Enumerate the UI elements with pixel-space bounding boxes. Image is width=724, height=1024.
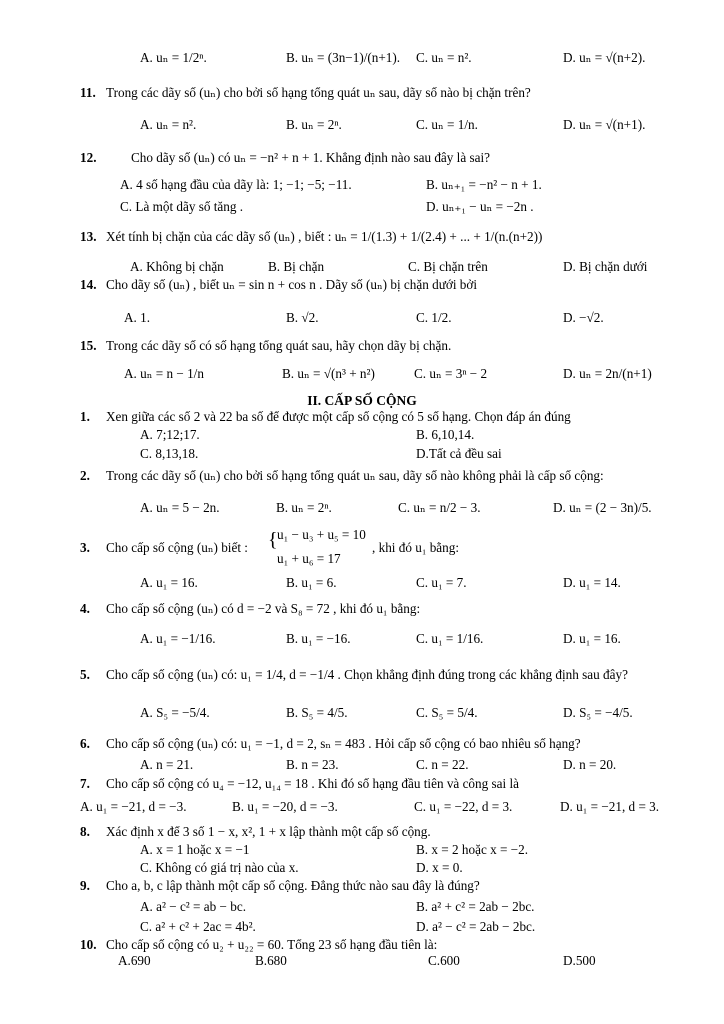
question-number: 14.: [80, 277, 97, 292]
option-d: D. uₙ = √(n+2).: [563, 50, 646, 65]
option-b: B. u₁ = 6.: [286, 575, 337, 590]
option-c: C. n = 22.: [416, 757, 469, 772]
question-text: Xen giữa các số 2 và 22 ba số để được một cấp số cộng có 5 số hạng. Chọn đáp án đúng: [106, 409, 571, 424]
option-a: A. x = 1 hoặc x = −1: [140, 842, 250, 857]
question-text: Trong các dãy số (uₙ) cho bởi số hạng tổng quát uₙ sau, dãy số nào bị chặn trên?: [106, 85, 531, 100]
question-number: 10.: [80, 937, 97, 952]
option-d: D. uₙ = √(n+1).: [563, 117, 646, 132]
question-number: 3.: [80, 540, 90, 555]
question-text: Cho dãy số (uₙ) , biết uₙ = sin n + cos n . Dãy số (uₙ) bị chặn dưới bởi: [106, 277, 478, 292]
option-d: D. n = 20.: [563, 757, 617, 772]
option-a: A. u₁ = −1/16.: [140, 631, 216, 646]
option-c: C. S₅ = 5/4.: [416, 705, 478, 720]
question-text: Cho a, b, c lập thành một cấp số cộng. Đẳng thức nào sau đây là đúng?: [106, 878, 480, 893]
option-b: B. u₁ = −20, d = −3.: [232, 799, 338, 814]
question-text: Cho dãy số (uₙ) có uₙ = −n² + n + 1. Khẳng định nào sau đây là sai?: [131, 150, 490, 165]
option-b: B. Bị chặn: [268, 259, 325, 274]
option-c: C. a² + c² + 2ac = 4b².: [140, 919, 256, 934]
question-number: 4.: [80, 601, 90, 616]
option-d: D. x = 0.: [416, 860, 463, 875]
option-b: B. uₙ = 2ⁿ.: [276, 500, 332, 515]
option-b: B. uₙ = (3n−1)/(n+1).: [286, 50, 401, 65]
option-a: A. 7;12;17.: [140, 427, 200, 442]
question-number: 5.: [80, 667, 90, 682]
option-a: A. u₁ = 16.: [140, 575, 198, 590]
option-d: D. Bị chặn dưới: [563, 259, 648, 274]
question-text: Cho cấp số cộng có u₂ + u₂₂ = 60. Tổng 23 số hạng đầu tiên là:: [106, 937, 438, 952]
option-c: C. u₁ = 1/16.: [416, 631, 484, 646]
option-a: A. uₙ = 5 − 2n.: [140, 500, 220, 515]
system-eq-1: u₁ − u₃ + u₅ = 10: [277, 527, 366, 542]
question-number: 9.: [80, 878, 90, 893]
question-text: Cho cấp số cộng (uₙ) có: u₁ = −1, d = 2, sₙ = 483 . Hỏi cấp số cộng có bao nhiêu số hạng?: [106, 736, 581, 751]
question-number: 8.: [80, 824, 90, 839]
question-text: Xét tính bị chặn của các dãy số (uₙ) , biết : uₙ = 1/(1.3) + 1/(2.4) + ... + 1/(n.(n+2)): [106, 229, 543, 244]
option-b: B.680: [255, 953, 287, 968]
option-d: D. S₅ = −4/5.: [563, 705, 633, 720]
option-b: B. √2.: [286, 310, 319, 325]
question-number: 12.: [80, 150, 97, 165]
option-b: B. uₙ = 2ⁿ.: [286, 117, 342, 132]
option-a: A.690: [118, 953, 151, 968]
option-c: C. u₁ = −22, d = 3.: [414, 799, 513, 814]
option-d: D.Tất cả đều sai: [416, 446, 502, 461]
option-c: C.600: [428, 953, 460, 968]
option-b: B. n = 23.: [286, 757, 339, 772]
question-text: Cho cấp số cộng (uₙ) có: u₁ = 1/4, d = −1/4 . Chọn khẳng định đúng trong các khẳng định sau đây?: [106, 667, 628, 682]
option-a: A. S₅ = −5/4.: [140, 705, 210, 720]
option-a: A. a² − c² = ab − bc.: [140, 899, 247, 914]
question-text: Cho cấp số cộng (uₙ) có d = −2 và S₈ = 72 , khi đó u₁ bằng:: [106, 601, 421, 616]
option-c: C. u₁ = 7.: [416, 575, 467, 590]
option-a: A. Không bị chặn: [130, 259, 224, 274]
option-d: D. u₁ = 14.: [563, 575, 621, 590]
option-c: C. 8,13,18.: [140, 446, 199, 461]
option-c: C. uₙ = n/2 − 3.: [398, 500, 481, 515]
option-b: B. a² + c² = 2ab − 2bc.: [416, 899, 535, 914]
option-d: D. uₙ = (2 − 3n)/5.: [553, 500, 652, 515]
option-b: B. u₁ = −16.: [286, 631, 351, 646]
option-a: A. 4 số hạng đầu của dãy là: 1; −1; −5; −11.: [120, 177, 352, 192]
question-number: 7.: [80, 776, 90, 791]
option-b: B. uₙ₊₁ = −n² − n + 1.: [426, 177, 542, 192]
option-b: B. 6,10,14.: [416, 427, 475, 442]
question-text: Trong các dãy số (uₙ) cho bởi số hạng tổng quát uₙ sau, dãy số nào không phải là cấp số cộng:: [106, 468, 604, 483]
question-text: Trong các dãy số có số hạng tổng quát sau, hãy chọn dãy bị chặn.: [106, 338, 452, 353]
option-c: C. uₙ = 3ⁿ − 2: [414, 366, 488, 381]
question-number: 13.: [80, 229, 97, 244]
brace: {: [268, 529, 278, 551]
question-text-after: , khi đó u₁ bằng:: [372, 540, 460, 555]
question-number: 1.: [80, 409, 90, 424]
option-a: A. uₙ = 1/2ⁿ.: [140, 50, 207, 65]
option-b: B. uₙ = √(n³ + n²): [282, 366, 375, 381]
option-c: C. Là một dãy số tăng .: [120, 199, 244, 214]
question-number: 15.: [80, 338, 97, 353]
question-number: 11.: [80, 85, 96, 100]
option-c: C. uₙ = n².: [416, 50, 472, 65]
option-b: B. S₅ = 4/5.: [286, 705, 348, 720]
option-d: D. u₁ = 16.: [563, 631, 621, 646]
option-a: A. u₁ = −21, d = −3.: [80, 799, 187, 814]
question-text: Cho cấp số cộng (uₙ) biết :: [106, 540, 248, 555]
option-c: C. Bị chặn trên: [408, 259, 488, 274]
option-d: D.500: [563, 953, 596, 968]
option-a: A. n = 21.: [140, 757, 194, 772]
section-title: II. CẤP SỐ CỘNG: [307, 393, 417, 408]
question-number: 6.: [80, 736, 90, 751]
option-c: C. 1/2.: [416, 310, 452, 325]
option-b: B. x = 2 hoặc x = −2.: [416, 842, 529, 857]
option-d: D. a² − c² = 2ab − 2bc.: [416, 919, 536, 934]
option-c: C. Không có giá trị nào của x.: [140, 860, 299, 875]
question-text: Xác định x để 3 số 1 − x, x², 1 + x lập thành một cấp số cộng.: [106, 824, 431, 839]
option-a: A. 1.: [124, 310, 151, 325]
question-text: Cho cấp số cộng có u₄ = −12, u₁₄ = 18 . Khi đó số hạng đầu tiên và công sai là: [106, 776, 519, 791]
option-c: C. uₙ = 1/n.: [416, 117, 478, 132]
option-d: D. −√2.: [563, 310, 604, 325]
option-a: A. uₙ = n − 1/n: [124, 366, 204, 381]
question-number: 2.: [80, 468, 90, 483]
option-d: D. uₙ = 2n/(n+1): [563, 366, 652, 381]
option-d: D. uₙ₊₁ − uₙ = −2n .: [426, 199, 534, 214]
system-eq-2: u₁ + u₆ = 17: [277, 551, 341, 566]
option-a: A. uₙ = n².: [140, 117, 197, 132]
option-d: D. u₁ = −21, d = 3.: [560, 799, 660, 814]
